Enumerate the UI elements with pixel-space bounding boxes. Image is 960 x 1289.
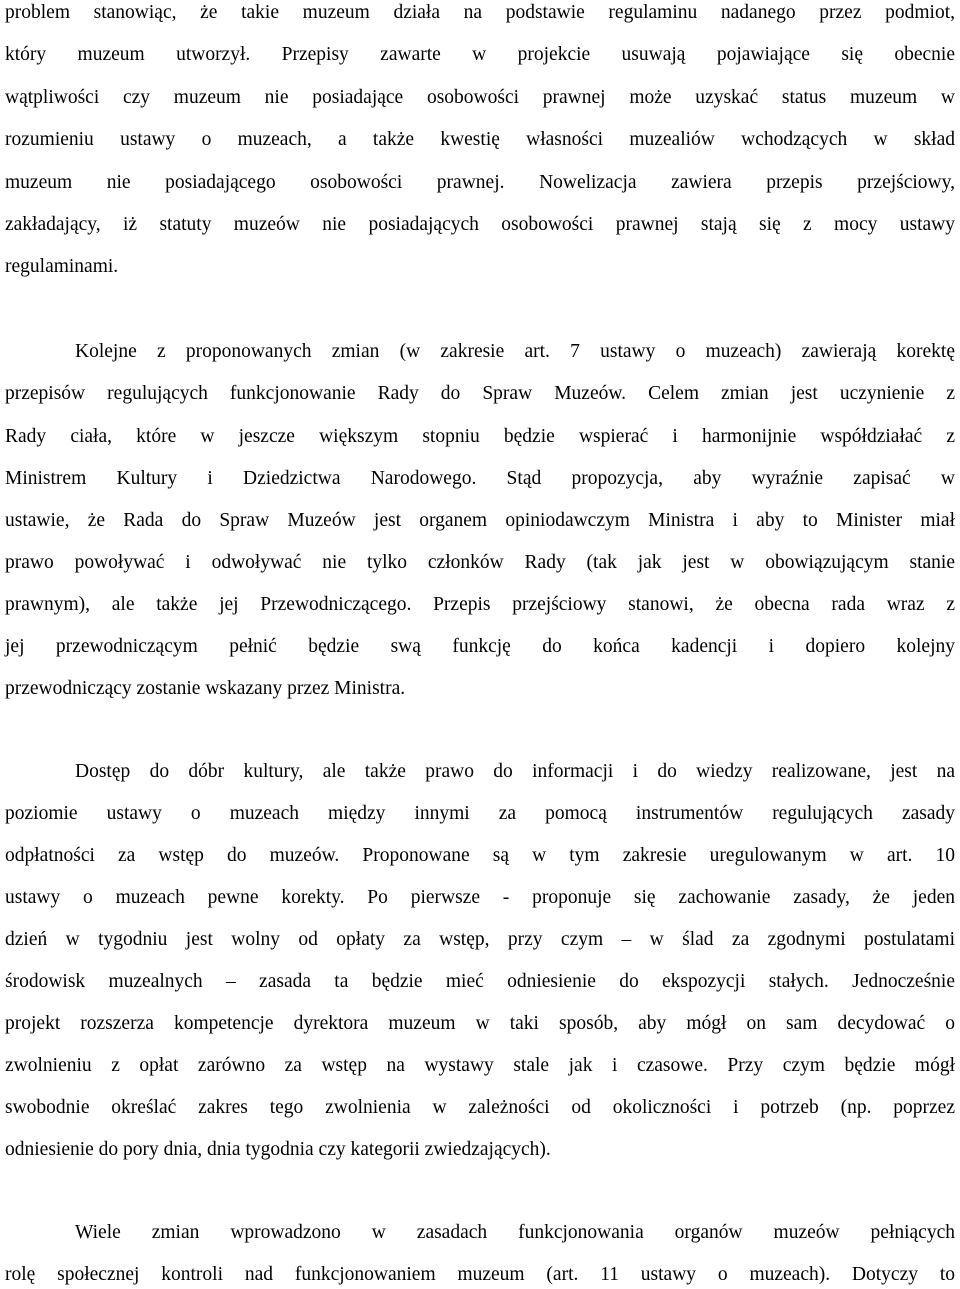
text-line: rozumieniu ustawy o muzeach, a także kwestię własności muzealiów wchodzących w skład (5, 129, 955, 150)
text-line: dzień w tygodniu jest wolny od opłaty za wstęp, przy czym – w ślad za zgodnymi postulatami (5, 929, 955, 950)
text-line: prawo powoływać i odwoływać nie tylko członków Rady (tak jak jest w obowiązującym stanie (5, 552, 955, 573)
text-line: Dostęp do dóbr kultury, ale także prawo do informacji i do wiedzy realizowane, jest na (75, 761, 955, 782)
text-line: problem stanowiąc, że takie muzeum działa na podstawie regulaminu nadanego przez podmiot, (5, 2, 955, 23)
text-line: muzeum nie posiadającego osobowości prawnej. Nowelizacja zawiera przepis przejściowy, (5, 172, 955, 193)
text-line: zakładający, iż statuty muzeów nie posiadających osobowości prawnej stają się z mocy ustawy (5, 214, 955, 235)
text-line: ustawy o muzeach pewne korekty. Po pierwsze - proponuje się zachowanie zasady, że jeden (5, 887, 955, 908)
text-line: środowisk muzealnych – zasada ta będzie mieć odniesienie do ekspozycji stałych. Jednocześnie (5, 971, 955, 992)
text-line: prawnym), ale także jej Przewodniczącego. Przepis przejściowy stanowi, że obecna rada wraz z (5, 594, 955, 615)
text-line: przepisów regulujących funkcjonowanie Rady do Spraw Muzeów. Celem zmian jest uczynienie z (5, 383, 955, 404)
text-line: który muzeum utworzył. Przepisy zawarte w projekcie usuwają pojawiające się obecnie (5, 44, 955, 65)
text-line: odpłatności za wstęp do muzeów. Proponowane są w tym zakresie uregulowanym w art. 10 (5, 845, 955, 866)
text-line: ustawie, że Rada do Spraw Muzeów jest organem opiniodawczym Ministra i aby to Minister miał (5, 510, 955, 531)
text-line: wątpliwości czy muzeum nie posiadające osobowości prawnej może uzyskać status muzeum w (5, 87, 955, 108)
text-line: zwolnieniu z opłat zarówno za wstęp na wystawy stale jak i czasowe. Przy czym będzie mógł (5, 1055, 955, 1076)
text-line: projekt rozszerza kompetencje dyrektora muzeum w taki sposób, aby mógł on sam decydować o (5, 1013, 955, 1034)
text-line: Wiele zmian wprowadzono w zasadach funkcjonowania organów muzeów pełniących (75, 1222, 955, 1243)
text-line: Rady ciała, które w jeszcze większym stopniu będzie wspierać i harmonijnie współdziałać z (5, 426, 955, 447)
text-line: rolę społecznej kontroli nad funkcjonowaniem muzeum (art. 11 ustawy o muzeach). Dotyczy to (5, 1264, 955, 1285)
text-line: regulaminami. (5, 256, 119, 277)
text-line: poziomie ustawy o muzeach między innymi za pomocą instrumentów regulujących zasady (5, 803, 955, 824)
text-line: odniesienie do pory dnia, dnia tygodnia czy kategorii zwiedzających). (5, 1139, 551, 1160)
text-line: Kolejne z proponowanych zmian (w zakresie art. 7 ustawy o muzeach) zawierają korektę (75, 341, 955, 362)
text-line: swobodnie określać zakres tego zwolnienia w zależności od okoliczności i potrzeb (np. poprzez (5, 1097, 955, 1118)
text-line: przewodniczący zostanie wskazany przez Ministra. (5, 678, 406, 699)
text-line: jej przewodniczącym pełnić będzie swą funkcję do końca kadencji i dopiero kolejny (5, 636, 955, 657)
text-line: Ministrem Kultury i Dziedzictwa Narodowego. Stąd propozycja, aby wyraźnie zapisać w (5, 468, 955, 489)
